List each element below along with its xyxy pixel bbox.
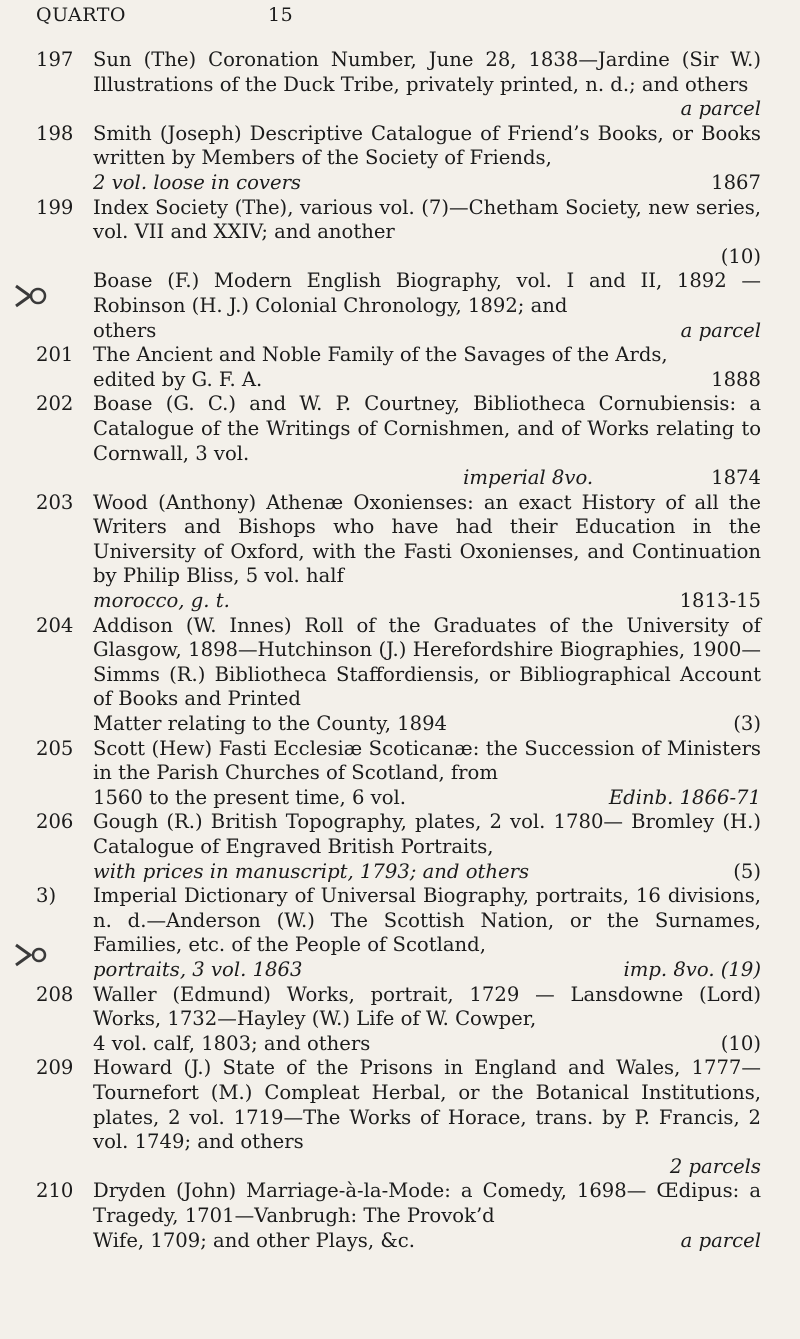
lot-number: 198 <box>36 121 74 145</box>
lot-description: Imperial Dictionary of Universal Biography, portraits, 16 divisions, n. d.—Anderson (W.) The Scottish Nation, or the Surnames, Families, etc. of the People of Scotland, <box>93 884 761 957</box>
lot-description: Addison (W. Innes) Roll of the Graduates of the University of Glasgow, 1898—Hutchinson (J.) Herefordshire Biographies, 1900—Simms (R.) Bibliotheca Staffordiensis, or Bibliographical Account of Books and Printed <box>93 613 761 711</box>
lot-quantity: a parcel <box>680 1228 761 1252</box>
lot-description: Scott (Hew) Fasti Ecclesiæ Scoticanæ: the Succession of Ministers in the Parish Churches of Scotland, from <box>93 736 761 785</box>
lot-number: 3) <box>36 884 57 908</box>
lot-binding: 2 vol. loose in covers <box>93 170 301 194</box>
lot-number: 210 <box>36 1179 74 1203</box>
lot-entry <box>36 196 761 270</box>
lot-note: edited by G. F. A. <box>93 367 263 391</box>
lot-note: with prices in manuscript, 1793; and others <box>93 859 530 883</box>
lot-quantity: a parcel <box>680 318 761 342</box>
lot-description: Gough (R.) British Topography, plates, 2 vol. 1780— Bromley (H.) Catalogue of Engraved British Portraits, <box>93 810 761 858</box>
lot-format: imp. 8vo. (19) <box>623 957 761 981</box>
lot-entry <box>36 491 761 614</box>
lot-entry <box>36 122 761 196</box>
lot-entry <box>36 269 761 343</box>
page-number: 15 <box>268 4 294 26</box>
lot-quantity: (5) <box>733 859 761 883</box>
lot-description: Sun (The) Coronation Number, June 28, 1838—Jardine (Sir W.) Illustrations of the Duck Tribe, privately printed, n. d.; and others <box>93 48 761 96</box>
lot-quantity: (10) <box>720 1031 761 1055</box>
lot-description: Waller (Edmund) Works, portrait, 1729 — Lansdowne (Lord) Works, 1732—Hayley (W.) Life of W. Cowper, <box>93 982 761 1031</box>
lot-description: Howard (J.) State of the Prisons in England and Wales, 1777—Tournefort (M.) Compleat Herbal, or the Botanical Institutions, plates, 2 vol. 1719—The Works of Horace, trans. by P. Francis, 2 vol. 1749; and others <box>93 1056 761 1154</box>
lot-number: 202 <box>36 392 74 416</box>
lot-number: 197 <box>36 48 74 71</box>
lot-entry <box>36 392 761 490</box>
lot-number: 199 <box>36 195 74 219</box>
lot-binding: 4 vol. calf, 1803; and others <box>93 1031 371 1055</box>
lot-description: Smith (Joseph) Descriptive Catalogue of Friend’s Books, or Books written by Members of the Society of Friends, <box>93 121 761 170</box>
lot-number: 206 <box>36 810 74 834</box>
lot-binding: morocco, g. t. <box>93 589 230 613</box>
lot-quantity: (3) <box>733 712 761 736</box>
lot-number: 205 <box>36 736 74 760</box>
lot-note: Wife, 1709; and other Plays, &c. <box>93 1228 415 1252</box>
lot-entry <box>36 1056 761 1179</box>
lot-entry <box>36 983 761 1057</box>
lot-description: Boase (G. C.) and W. P. Courtney, Bibliotheca Cornubiensis: a Catalogue of the Writings of Cornishmen, and of Works relating to Cornwall, 3 vol. <box>93 392 761 465</box>
lot-description: Wood (Anthony) Athenæ Oxonienses: an exact History of all the Writers and Bishops who have had their Education in the University of Oxford, with the Fasti Oxonienses, and Continuation by Philip Bliss, 5 vol. half <box>93 490 761 588</box>
lot-quantity: 2 parcels <box>669 1154 761 1178</box>
lot-description: Dryden (John) Marriage-à-la-Mode: a Comedy, 1698— Œdipus: a Tragedy, 1701—Vanbrugh: The Provok’d <box>93 1179 761 1227</box>
lot-entry <box>36 48 761 122</box>
lot-entry <box>36 343 761 392</box>
lot-description: Boase (F.) Modern English Biography, vol. I and II, 1892 —Robinson (H. J.) Colonial Chronology, 1892; and <box>93 269 761 317</box>
lot-note: 1560 to the present time, 6 vol. <box>93 785 407 809</box>
lot-number: 204 <box>36 613 74 637</box>
lot-quantity: (10) <box>720 244 761 268</box>
lot-entry <box>36 1179 761 1253</box>
lot-entry <box>36 810 761 884</box>
lot-number: 208 <box>36 982 74 1006</box>
lot-format: imperial 8vo. <box>463 466 594 490</box>
lot-entry <box>36 884 761 982</box>
lot-entry <box>36 614 761 737</box>
lot-note: portraits, 3 vol. 1863 <box>93 957 303 981</box>
lot-date: 1888 <box>711 367 761 391</box>
lot-date: 1813-15 <box>679 589 761 613</box>
lot-description: The Ancient and Noble Family of the Savages of the Ards, <box>93 343 668 367</box>
lot-entry <box>36 737 761 811</box>
section-title: QUARTO <box>36 4 126 26</box>
lot-note: others <box>93 318 157 342</box>
lot-number: 203 <box>36 490 74 514</box>
lot-quantity: a parcel <box>680 97 761 121</box>
lot-number: 209 <box>36 1056 74 1080</box>
lot-description: Index Society (The), various vol. (7)—Chetham Society, new series, vol. VII and XXIV; and another <box>93 195 761 244</box>
lot-number: 201 <box>36 343 74 367</box>
lot-list <box>36 48 761 1253</box>
lot-note: Matter relating to the County, 1894 <box>93 712 448 736</box>
lot-date: 1874 <box>711 466 761 490</box>
page-header <box>36 4 764 34</box>
lot-imprint: Edinb. 1866-71 <box>608 785 761 809</box>
lot-date: 1867 <box>711 170 761 194</box>
